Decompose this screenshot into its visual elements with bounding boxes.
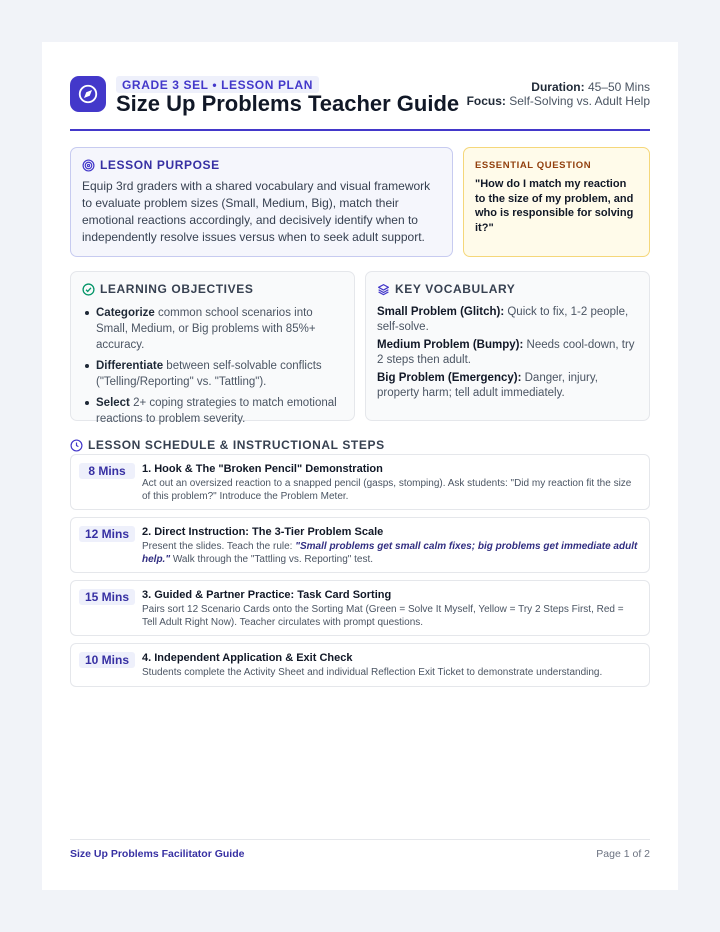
key-vocabulary-heading xyxy=(377,282,638,296)
footer-guide-title: Size Up Problems Facilitator Guide xyxy=(70,848,245,860)
layers-icon xyxy=(377,283,390,296)
step-title: 4. Independent Application & Exit Check xyxy=(142,652,353,664)
vocabulary-term: Small Problem (Glitch): xyxy=(377,306,505,318)
objective-verb: Differentiate xyxy=(96,360,164,372)
lesson-purpose-heading xyxy=(82,158,441,172)
schedule-step xyxy=(70,517,650,573)
vocabulary-item xyxy=(377,338,638,368)
focus-line xyxy=(467,94,650,108)
lesson-purpose-text: Equip 3rd graders with a shared vocabulary and visual framework to evaluate problem sizes (Small, Medium, Big), match their emotional reactions accordingly, and decisively identify when to independently resolve issues versus when to seek adult support. xyxy=(82,179,431,244)
objective-text: common school scenarios into Small, Medium, or Big problems with 85%+ accuracy. xyxy=(96,307,316,351)
compass-icon xyxy=(70,76,106,112)
schedule-step xyxy=(70,580,650,636)
step-description: Students complete the Activity Sheet and individual Reflection Exit Ticket to demonstrate understanding. xyxy=(142,667,603,678)
key-vocabulary-card xyxy=(365,271,650,421)
key-vocabulary-title: KEY VOCABULARY xyxy=(395,282,516,296)
schedule-heading xyxy=(70,438,385,452)
schedule-title: LESSON SCHEDULE & INSTRUCTIONAL STEPS xyxy=(88,438,385,452)
learning-objectives-heading xyxy=(82,282,343,296)
page-title: Size Up Problems Teacher Guide xyxy=(116,91,460,116)
objective-text: 2+ coping strategies to match emotional reactions to problem severity. xyxy=(96,397,337,425)
target-icon xyxy=(82,159,95,172)
page-content xyxy=(70,76,650,678)
essential-question-text: "How do I match my reaction to the size of my problem, and who is responsible for solving it?" xyxy=(475,178,634,234)
lesson-purpose-title: LESSON PURPOSE xyxy=(100,158,220,172)
schedule-step xyxy=(70,643,650,687)
step-description: Pairs sort 12 Scenario Cards onto the Sorting Mat (Green = Solve It Myself, Yellow = Try 2 Steps First, Red = Tell Adult Right Now). Teacher circulates with prompt questions. xyxy=(142,604,624,628)
page xyxy=(42,42,678,890)
step-title: 2. Direct Instruction: The 3-Tier Problem Scale xyxy=(142,526,384,538)
header xyxy=(70,76,650,130)
step-time-badge: 10 Mins xyxy=(79,652,135,668)
vocabulary-item xyxy=(377,305,638,335)
learning-objectives-title: LEARNING OBJECTIVES xyxy=(100,282,254,296)
header-divider xyxy=(70,129,650,131)
objective-verb: Select xyxy=(96,397,130,409)
focus-value: Self-Solving vs. Adult Help xyxy=(509,94,650,108)
step-description xyxy=(142,540,638,566)
footer-divider xyxy=(70,839,650,840)
focus-label: Focus: xyxy=(466,94,506,108)
check-circle-icon xyxy=(82,283,95,296)
essential-question-label: ESSENTIAL QUESTION xyxy=(475,160,592,171)
clock-icon xyxy=(70,439,83,452)
objective-item xyxy=(82,395,343,427)
objective-verb: Categorize xyxy=(96,307,155,319)
step-time-badge: 12 Mins xyxy=(79,526,135,542)
step-time-badge: 8 Mins xyxy=(79,463,135,479)
essential-question-card xyxy=(463,147,650,257)
vocabulary-definition: Needs cool-down, try 2 steps then adult. xyxy=(377,339,635,366)
rule-quote: "Small problems get small calm fixes; big problems get immediate adult help." xyxy=(142,541,638,565)
duration-line xyxy=(467,80,650,94)
page-number: Page 1 of 2 xyxy=(596,848,650,860)
duration-value: 45–50 Mins xyxy=(587,80,650,94)
step-description: Act out an oversized reaction to a snapped pencil (gasps, stomping). Ask students: "Did my reaction fit the size of this problem?" Introduce the Problem Meter. xyxy=(142,478,632,502)
objective-item xyxy=(82,305,343,353)
vocabulary-definition: Danger, injury, property harm; tell adult immediately. xyxy=(377,372,598,399)
eyebrow-badge: GRADE 3 SEL • LESSON PLAN xyxy=(116,76,319,93)
objectives-list xyxy=(82,305,343,427)
lesson-meta xyxy=(467,80,650,108)
step-description-intro: Present the slides. Teach the rule: xyxy=(142,541,296,552)
vocabulary-item xyxy=(377,371,638,401)
step-title: 1. Hook & The "Broken Pencil" Demonstration xyxy=(142,463,383,475)
step-description-outro: Walk through the "Tattling vs. Reporting" test. xyxy=(170,554,374,565)
step-title: 3. Guided & Partner Practice: Task Card Sorting xyxy=(142,589,392,601)
step-time-badge: 15 Mins xyxy=(79,589,135,605)
objective-text: between self-solvable conflicts ("Telling/Reporting" vs. "Tattling"). xyxy=(96,360,322,388)
learning-objectives-card xyxy=(70,271,355,425)
lesson-purpose-card xyxy=(70,147,453,257)
objective-item xyxy=(82,358,343,390)
duration-label: Duration: xyxy=(531,80,585,94)
schedule-step xyxy=(70,454,650,510)
vocabulary-term: Medium Problem (Bumpy): xyxy=(377,339,524,351)
vocabulary-term: Big Problem (Emergency): xyxy=(377,372,522,384)
vocabulary-definition: Quick to fix, 1-2 people, self-solve. xyxy=(377,306,629,333)
